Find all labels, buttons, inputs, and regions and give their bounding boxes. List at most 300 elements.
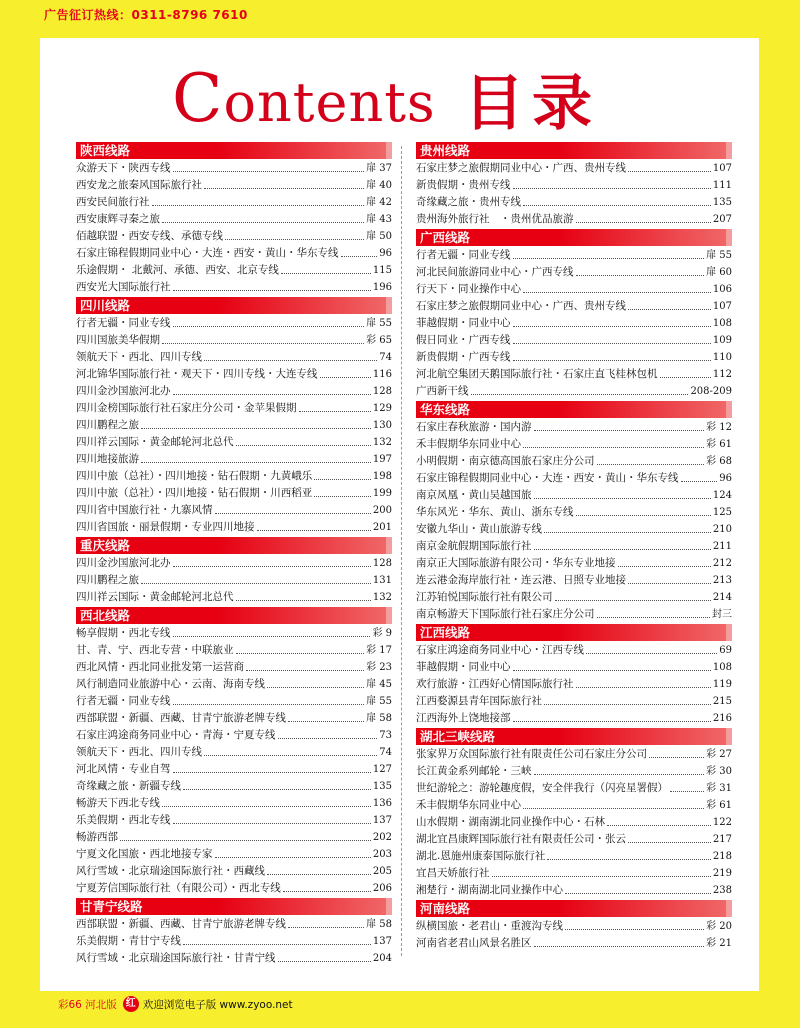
entry-page-number: 219	[712, 868, 732, 879]
dot-leader	[555, 600, 711, 601]
entry-page-number: 彩 61	[706, 800, 732, 811]
entry-page-number: 彩 17	[366, 645, 392, 656]
dot-leader	[628, 583, 711, 584]
entry-page-number: 122	[712, 817, 732, 828]
dot-leader	[299, 411, 371, 412]
contents-entry[interactable]	[76, 262, 392, 279]
dot-leader	[670, 791, 704, 792]
dot-leader	[162, 806, 371, 807]
entry-title: 西部联盟・新疆、西藏、甘青宁旅游老牌专线	[76, 712, 286, 724]
contents-entry[interactable]	[416, 659, 732, 676]
title-english	[172, 60, 436, 137]
dot-leader	[173, 326, 365, 327]
entry-title: 河南省老君山风景名胜区	[416, 937, 532, 949]
dot-leader	[565, 929, 704, 930]
contents-entry[interactable]	[76, 727, 392, 744]
dot-leader	[141, 428, 371, 429]
ad-hotline: 广告征订热线：0311-8796 7610	[44, 8, 248, 22]
contents-entry[interactable]	[76, 795, 392, 812]
dot-leader	[236, 653, 365, 654]
contents-entry[interactable]	[76, 555, 392, 572]
contents-entry[interactable]	[76, 211, 392, 228]
contents-entry[interactable]	[416, 419, 732, 436]
route-section	[76, 297, 392, 536]
entry-title: 四川中旅（总社）・四川地接・钻石假期・川西稻亚	[76, 487, 313, 499]
contents-entry[interactable]	[416, 848, 732, 865]
entry-page-number: 213	[712, 575, 732, 586]
entry-page-number: 74	[379, 747, 392, 758]
contents-entry[interactable]	[76, 279, 392, 296]
dot-leader	[173, 704, 365, 705]
page-footer	[58, 996, 293, 1012]
entry-page-number: 111	[712, 180, 732, 191]
entry-page-number: 109	[712, 335, 732, 346]
entry-title: 奇缘藏之旅・新疆专线	[76, 780, 181, 792]
entry-title: 石家庄鸿途商务同业中心・青海・宁夏专线	[76, 729, 276, 741]
route-section	[76, 537, 392, 606]
dot-leader	[204, 360, 377, 361]
contents-entry[interactable]	[76, 710, 392, 727]
entry-page-number: 212	[712, 558, 732, 569]
contents-entry[interactable]	[416, 746, 732, 763]
entry-page-number: 108	[712, 318, 732, 329]
entry-page-number: 129	[372, 403, 392, 414]
dot-leader	[586, 653, 717, 654]
contents-entry[interactable]	[76, 676, 392, 693]
entry-page-number: 69	[719, 645, 732, 656]
contents-entry[interactable]	[416, 572, 732, 589]
entry-title: 四川金沙国旅河北办	[76, 557, 171, 569]
entry-page-number: 彩 21	[706, 938, 732, 949]
dot-leader	[544, 532, 711, 533]
entry-page-number: 扉 50	[366, 231, 392, 242]
contents-entry[interactable]	[416, 349, 732, 366]
contents-entry[interactable]	[416, 831, 732, 848]
entry-title: 张家界万众国际旅行社有限责任公司石家庄分公司	[416, 748, 647, 760]
entry-page-number: 128	[372, 558, 392, 569]
entry-title: 畅游天下西北专线	[76, 797, 160, 809]
entry-title: 新贵假期・贵州专线	[416, 179, 511, 191]
website-link[interactable]: 欢迎浏览电子版 www.zyoo.net	[142, 998, 293, 1011]
contents-entry[interactable]	[76, 812, 392, 829]
dot-leader	[314, 479, 371, 480]
section-heading: 四川线路	[76, 297, 392, 314]
entry-title: 乐美假期・西北专线	[76, 814, 171, 826]
entry-page-number: 135	[372, 781, 392, 792]
entry-title: 贵州海外旅行社 ・贵州优品旅游	[416, 213, 574, 225]
entry-page-number: 112	[712, 369, 732, 380]
contents-entry[interactable]	[76, 160, 392, 177]
contents-entry[interactable]	[416, 763, 732, 780]
entry-page-number: 218	[712, 851, 732, 862]
contents-entry[interactable]	[416, 177, 732, 194]
contents-entry[interactable]	[416, 298, 732, 315]
entry-title: 河北风情・专业自驾	[76, 763, 171, 775]
contents-entry[interactable]	[416, 693, 732, 710]
entry-page-number: 135	[712, 197, 732, 208]
entry-page-number: 彩 12	[706, 422, 732, 433]
dot-leader	[471, 394, 689, 395]
dot-leader	[513, 670, 711, 671]
contents-entry[interactable]	[76, 400, 392, 417]
contents-entry[interactable]	[416, 935, 732, 952]
contents-entry[interactable]	[416, 436, 732, 453]
contents-entry[interactable]	[76, 245, 392, 262]
entry-page-number: 210	[712, 524, 732, 535]
entry-page-number: 132	[372, 592, 392, 603]
contents-entry[interactable]	[416, 642, 732, 659]
entry-page-number: 扉 58	[366, 713, 392, 724]
entry-page-number: 125	[712, 507, 732, 518]
entry-page-number: 116	[372, 369, 392, 380]
entry-page-number: 封三	[712, 609, 732, 620]
contents-entry[interactable]	[416, 247, 732, 264]
contents-entry[interactable]	[416, 555, 732, 572]
entry-title: 南京凤凰・黄山吴越国旅	[416, 489, 532, 501]
route-section	[416, 900, 732, 952]
contents-entry[interactable]	[76, 519, 392, 536]
dot-leader	[283, 891, 371, 892]
dot-leader	[597, 617, 711, 618]
dot-leader	[288, 927, 364, 928]
contents-entry[interactable]	[76, 625, 392, 642]
entry-page-number: 214	[712, 592, 732, 603]
entry-title: 四川鹏程之旅	[76, 419, 139, 431]
dot-leader	[225, 239, 364, 240]
dot-leader	[544, 704, 711, 705]
entry-title: 西部联盟・新疆、西藏、甘青宁旅游老牌专线	[76, 918, 286, 930]
entry-title: 江西婺源县青年国际旅行社	[416, 695, 542, 707]
entry-page-number: 203	[372, 849, 392, 860]
entry-page-number: 119	[712, 679, 732, 690]
section-heading: 江西线路	[416, 624, 732, 641]
entry-title: 湖北.恩施州康泰国际旅行社	[416, 850, 546, 862]
entry-title: 四川中旅（总社）・四川地接・钻石假期・九黄峨乐	[76, 470, 313, 482]
entry-title: 宁夏芳信国际旅行社（有限公司）・西北专线	[76, 882, 281, 894]
contents-entry[interactable]	[76, 950, 392, 967]
dot-leader	[204, 755, 377, 756]
contents-entry[interactable]	[76, 829, 392, 846]
edition-label: 彩66 河北版	[58, 998, 117, 1011]
entry-page-number: 130	[372, 420, 392, 431]
dot-leader	[523, 447, 704, 448]
contents-entry[interactable]	[76, 863, 392, 880]
entry-page-number: 127	[372, 764, 392, 775]
dot-leader	[547, 859, 711, 860]
contents-entry[interactable]	[76, 383, 392, 400]
dot-leader	[120, 840, 371, 841]
section-heading: 贵州线路	[416, 142, 732, 159]
section-heading: 陕西线路	[76, 142, 392, 159]
contents-entry[interactable]	[416, 504, 732, 521]
dot-leader	[341, 256, 378, 257]
dot-leader	[141, 583, 371, 584]
dot-leader	[288, 721, 364, 722]
contents-entry[interactable]	[416, 366, 732, 383]
entry-title: 风行雪域・北京瑞途国际旅行社・西藏线	[76, 865, 265, 877]
contents-entry[interactable]	[416, 281, 732, 298]
dot-leader	[513, 343, 711, 344]
dot-leader	[278, 738, 378, 739]
entry-title: 广西新干线	[416, 385, 469, 397]
entry-page-number: 110	[712, 352, 732, 363]
dot-leader	[534, 946, 705, 947]
dot-leader	[649, 757, 704, 758]
contents-entry[interactable]	[416, 865, 732, 882]
contents-entry[interactable]	[416, 521, 732, 538]
entry-title: 世纪游轮之：游轮趣度假，安全伴我行（闪亮星署假）	[416, 782, 668, 794]
entry-title: 行者无疆・同业专线	[76, 695, 171, 707]
entry-page-number: 205	[372, 866, 392, 877]
column-divider	[401, 146, 402, 956]
dot-leader	[320, 377, 371, 378]
contents-entry[interactable]	[416, 882, 732, 899]
entry-page-number: 彩 9	[372, 628, 392, 639]
contents-entry[interactable]	[76, 468, 392, 485]
contents-entry[interactable]	[416, 538, 732, 555]
dot-leader	[162, 222, 364, 223]
dot-leader	[281, 273, 371, 274]
dot-leader	[660, 377, 711, 378]
entry-title: 四川省中国旅行社・九寨风情	[76, 504, 213, 516]
entry-title: 领航天下・西北、四川专线	[76, 351, 202, 363]
contents-entry[interactable]	[76, 693, 392, 710]
contents-entry[interactable]	[76, 933, 392, 950]
entry-page-number: 彩 30	[706, 766, 732, 777]
contents-entry[interactable]	[416, 453, 732, 470]
entry-page-number: 199	[372, 488, 392, 499]
dot-leader	[215, 513, 371, 514]
entry-page-number: 206	[372, 883, 392, 894]
entry-title: 石家庄梦之旅假期同业中心・广西、贵州专线	[416, 300, 626, 312]
entry-title: 乐途假期・ 北戴河、承德、西安、北京专线	[76, 264, 279, 276]
contents-entry[interactable]	[416, 332, 732, 349]
dot-leader	[267, 687, 364, 688]
red-badge-icon: 红	[123, 996, 139, 1012]
entry-title: 宁夏文化国旅・西北地接专家	[76, 848, 213, 860]
contents-entry[interactable]	[416, 918, 732, 935]
dot-leader	[173, 566, 371, 567]
page-header	[40, 38, 759, 139]
entry-title: 欢行旅游・江西好心情国际旅行社	[416, 678, 574, 690]
section-heading: 广西线路	[416, 229, 732, 246]
contents-entry[interactable]	[76, 572, 392, 589]
dot-leader	[513, 721, 711, 722]
entry-title: 奇缘藏之旅・贵州专线	[416, 196, 521, 208]
entry-page-number: 扉 60	[706, 267, 732, 278]
dot-leader	[173, 772, 371, 773]
contents-entry[interactable]	[416, 606, 732, 623]
contents-entry[interactable]	[416, 814, 732, 831]
contents-entry[interactable]	[76, 778, 392, 795]
entry-title: 石家庄梦之旅假期同业中心・广西、贵州专线	[416, 162, 626, 174]
entry-title: 佰越联盟・西安专线、承德专线	[76, 230, 223, 242]
entry-page-number: 137	[372, 815, 392, 826]
dot-leader	[162, 343, 364, 344]
contents-entry[interactable]	[76, 228, 392, 245]
entry-title: 江苏铂悦国际旅行社有限公司	[416, 591, 553, 603]
contents-entry[interactable]	[76, 451, 392, 468]
dot-leader	[236, 445, 371, 446]
entry-title: 畅游西部	[76, 831, 118, 843]
title-english-rest: ontents	[223, 71, 436, 134]
entry-title: 四川金沙国旅河北办	[76, 385, 171, 397]
entry-page-number: 彩 65	[366, 335, 392, 346]
contents-entry[interactable]	[416, 160, 732, 177]
entry-page-number: 扉 37	[366, 163, 392, 174]
entry-page-number: 扉 42	[366, 197, 392, 208]
entry-title: 宜昌天娇旅行社	[416, 867, 490, 879]
contents-entry[interactable]	[76, 315, 392, 332]
entry-title: 四川国旅美华假期	[76, 334, 160, 346]
contents-entry[interactable]	[416, 211, 732, 228]
entry-title: 小明假期・南京德高国旅石家庄分公司	[416, 455, 595, 467]
entry-page-number: 131	[372, 575, 392, 586]
section-heading: 华东线路	[416, 401, 732, 418]
entry-title: 湖北宜昌康辉国际旅行社有限责任公司・张云	[416, 833, 626, 845]
contents-entry[interactable]	[76, 485, 392, 502]
entry-page-number: 扉 40	[366, 180, 392, 191]
contents-entry[interactable]	[416, 383, 732, 400]
section-heading: 甘青宁线路	[76, 898, 392, 915]
entry-title: 山水假期・湖南湖北同业操作中心・石林	[416, 816, 605, 828]
entry-title: 华东风光・华东、黄山、浙东专线	[416, 506, 574, 518]
route-section	[416, 728, 732, 899]
entry-title: 西安龙之旅秦风国际旅行社	[76, 179, 202, 191]
entry-title: 四川祥云国际・黄金邮轮河北总代	[76, 591, 234, 603]
contents-entry[interactable]	[416, 487, 732, 504]
entry-title: 河北航空集团天鹅国际旅行社・石家庄直飞桂林包机	[416, 368, 658, 380]
entry-page-number: 扉 45	[366, 679, 392, 690]
contents-entry[interactable]	[76, 194, 392, 211]
contents-entry[interactable]	[76, 332, 392, 349]
contents-entry[interactable]	[416, 797, 732, 814]
entry-title: 石家庄锦程假期同业中心・大连・西安・黄山・华东专线	[76, 247, 339, 259]
dot-leader	[141, 462, 371, 463]
route-section	[416, 624, 732, 727]
contents-entry[interactable]	[416, 589, 732, 606]
entry-title: 四川地接旅游	[76, 453, 139, 465]
dot-leader	[681, 481, 718, 482]
dot-leader	[534, 774, 705, 775]
entry-page-number: 扉 55	[706, 250, 732, 261]
contents-entry[interactable]	[76, 744, 392, 761]
entry-page-number: 彩 68	[706, 456, 732, 467]
contents-entry[interactable]	[76, 349, 392, 366]
route-section	[416, 142, 732, 228]
entry-title: 连云港金海岸旅行社・连云港、日照专业地接	[416, 574, 626, 586]
entry-title: 禾丰假期华东同业中心	[416, 799, 521, 811]
dot-leader	[534, 549, 711, 550]
entry-title: 西安康辉寻秦之旅	[76, 213, 160, 225]
entry-page-number: 198	[372, 471, 392, 482]
dot-leader	[607, 825, 711, 826]
entry-page-number: 107	[712, 301, 732, 312]
entry-page-number: 74	[379, 352, 392, 363]
contents-entry[interactable]	[416, 470, 732, 487]
dot-leader	[183, 789, 371, 790]
entry-page-number: 115	[372, 265, 392, 276]
contents-entry[interactable]	[76, 434, 392, 451]
entry-page-number: 108	[712, 662, 732, 673]
entry-page-number: 197	[372, 454, 392, 465]
dot-leader	[523, 808, 704, 809]
entry-title: 石家庄锦程假期同业中心・大连・西安・黄山・华东专线	[416, 472, 679, 484]
contents-entry[interactable]	[76, 177, 392, 194]
contents-entry[interactable]	[76, 761, 392, 778]
entry-title: 菲越假期・同业中心	[416, 661, 511, 673]
contents-entry[interactable]	[416, 780, 732, 797]
dot-leader	[628, 171, 711, 172]
route-section	[76, 142, 392, 296]
entry-title: 西安光大国际旅行社	[76, 281, 171, 293]
section-heading: 湖北三峡线路	[416, 728, 732, 745]
section-heading: 重庆线路	[76, 537, 392, 554]
contents-entry[interactable]	[416, 710, 732, 727]
route-section	[76, 607, 392, 897]
dot-leader	[618, 566, 711, 567]
dot-leader	[628, 309, 711, 310]
entry-title: 四川金榜国际旅行社石家庄分公司・金苹果假期	[76, 402, 297, 414]
contents-entry[interactable]	[76, 880, 392, 897]
contents-entry[interactable]	[416, 676, 732, 693]
contents-entry[interactable]	[76, 846, 392, 863]
dot-leader	[576, 515, 711, 516]
dot-leader	[215, 857, 371, 858]
contents-entry[interactable]	[76, 366, 392, 383]
entry-page-number: 彩 31	[706, 783, 732, 794]
title-chinese: 目录	[464, 69, 600, 139]
dot-leader	[534, 498, 711, 499]
contents-entry[interactable]	[76, 502, 392, 519]
dot-leader	[204, 188, 364, 189]
entry-page-number: 彩 61	[706, 439, 732, 450]
entry-title: 假日同业・广西专线	[416, 334, 511, 346]
dot-leader	[576, 275, 705, 276]
contents-entry[interactable]	[416, 194, 732, 211]
contents-entry[interactable]	[76, 417, 392, 434]
entry-page-number: 107	[712, 163, 732, 174]
entry-page-number: 200	[372, 505, 392, 516]
dot-leader	[267, 874, 371, 875]
entry-page-number: 扉 55	[366, 318, 392, 329]
entry-page-number: 217	[712, 834, 732, 845]
contents-page	[40, 38, 759, 991]
contents-entry[interactable]	[416, 315, 732, 332]
entry-title: 安徽九华山・黄山旅游专线	[416, 523, 542, 535]
contents-entry[interactable]	[76, 642, 392, 659]
entry-page-number: 扉 43	[366, 214, 392, 225]
entry-page-number: 132	[372, 437, 392, 448]
entry-title: 石家庄鸿途商务同业中心・江西专线	[416, 644, 584, 656]
contents-entry[interactable]	[76, 659, 392, 676]
entry-title: 南京畅游天下国际旅行社石家庄分公司	[416, 608, 595, 620]
contents-entry[interactable]	[76, 916, 392, 933]
contents-entry[interactable]	[76, 589, 392, 606]
contents-entry[interactable]	[416, 264, 732, 281]
entry-title: 西安民间旅行社	[76, 196, 150, 208]
dot-leader	[257, 530, 371, 531]
section-heading: 河南线路	[416, 900, 732, 917]
dot-leader	[173, 394, 371, 395]
entry-page-number: 96	[719, 473, 732, 484]
section-heading: 西北线路	[76, 607, 392, 624]
entry-title: 南京金航假期国际旅行社	[416, 540, 532, 552]
entry-title: 行者无疆・同业专线	[416, 249, 511, 261]
entry-title: 乐美假期・青甘宁专线	[76, 935, 181, 947]
dot-leader	[597, 464, 705, 465]
entry-page-number: 73	[379, 730, 392, 741]
